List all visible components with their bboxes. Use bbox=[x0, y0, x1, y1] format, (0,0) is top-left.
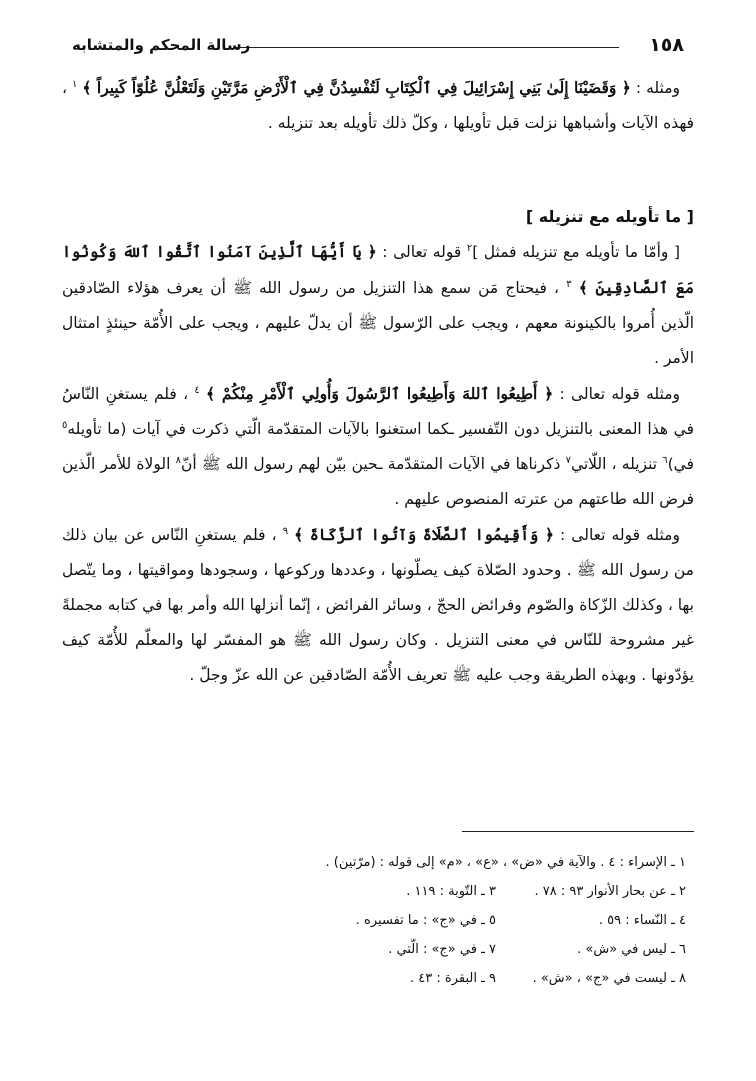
page-header bbox=[72, 34, 684, 64]
footnote-ref-7: ٧ bbox=[565, 454, 571, 466]
footnote-7: ٧ ـ في «ج» : الّتي . bbox=[388, 942, 496, 957]
footnotes bbox=[160, 848, 686, 993]
footnote-9: ٩ ـ البقرة : ٤٣ . bbox=[410, 971, 496, 986]
page-number: ١٥٨ bbox=[649, 34, 684, 56]
p3-text-5: الولاة للأمر الّذين فرض الله طاعتهم من عترته المنصوص عليهم . bbox=[62, 455, 694, 508]
quran-verse-3: ﴿ أَطِيعُوا ٱللهَ وَأَطِيعُوا ٱلرَّسُولَ وَأُولِي ٱلْأَمْرِ مِنْكُمْ ﴾ bbox=[206, 384, 554, 403]
quran-verse-4: ﴿ وَأَقِيمُوا ٱلصَّلَاةَ وَآتُوا ٱلزَّكَاةَ ﴾ bbox=[294, 525, 554, 544]
p4-tail: ، فلم يستغنِ النّاس عن بيان ذلك من رسول الله ﷺ . وحدود الصّلاة كيف يصلّونها ، وعددها وركوعها ، وسجودها ومواقيتها ، وما يتّصل بها ، وكذلك الزّكاة والصّوم وفرائض الحجّ ، وسائر الفرائض ، إنّما أنزلها الله وأمر بها في كتابه مجملةً غير مشروحة للنّاس في معنى التنزيل . وكان رسول الله ﷺ هو المفسّر لها والمعلّم للأُمّة كيف يؤدّونها . وبهذه الطريقة وجب عليه ﷺ تعريف الأُمّة الصّادقين عن الله عزّ وجلّ . bbox=[62, 526, 694, 684]
footnote-separator bbox=[462, 831, 694, 832]
footnote-ref-4: ٤ bbox=[194, 384, 200, 396]
footnote-row bbox=[160, 877, 686, 906]
footnote-5: ٥ ـ في «ج» : ما تفسيره . bbox=[355, 913, 496, 928]
footnote-ref-3: ٣ bbox=[566, 278, 572, 290]
p3-lead: ومثله قوله تعالى : bbox=[559, 385, 680, 403]
footnote-6: ٦ ـ ليس في «ش» . bbox=[577, 942, 686, 957]
paragraph-3 bbox=[62, 376, 694, 517]
p2-mid: قوله تعالى : bbox=[382, 243, 467, 261]
paragraph-1 bbox=[62, 70, 694, 141]
footnote-8: ٨ ـ ليست في «ج» ، «ش» . bbox=[532, 971, 686, 986]
body-text bbox=[62, 70, 694, 693]
footnote-ref-6: ٦ bbox=[662, 454, 668, 466]
footnote-ref-8: ٨ bbox=[175, 454, 181, 466]
p3-text-1: ، فلم يستغنِ النّاسُ في هذا المعنى بالتنزيل دون التّفسير ـكما استغنوا بالآيات المتقدّمة الّتي ذكرت في آيات (ما تأويله bbox=[62, 385, 694, 438]
footnote-ref-9: ٩ bbox=[282, 525, 289, 537]
paragraph-2 bbox=[62, 234, 694, 376]
p3-text-3: تنزيله ، اللّاتي bbox=[570, 455, 663, 473]
p1-tail: ، فهذه الآيات وأشباهها نزلت قبل تأويلها ، وكلّ ذلك تأويله بعد تنزيله . bbox=[62, 79, 694, 132]
paragraph-4 bbox=[62, 517, 694, 693]
quran-verse-1: ﴿ وَقَضَيْنَا إِلَىٰ بَنِي إِسْرَائِيلَ فِي ٱلْكِتَابِ لَتُفْسِدُنَّ فِي ٱلْأَرْضِ مَرَّتَيْنِ وَلَتَعْلُنَّ عُلُوّاً كَبِيراً ﴾ bbox=[82, 78, 631, 97]
p2-tail: ، فيحتاج مَن سمع هذا التنزيل من رسول الله ﷺ أن يعرف هؤلاء الصّادقين الّذين أُمروا بالكينونة معهم ، ويجب على الرّسول ﷺ أن يدلّ عليهم ، ويجب على الأُمّة حينئذٍ امتثال الأمر . bbox=[62, 279, 694, 367]
footnote-row bbox=[160, 906, 686, 935]
footnote-4: ٤ ـ النّساء : ٥٩ . bbox=[598, 913, 686, 928]
running-title: رسالة المحكم والمتشابه bbox=[72, 36, 251, 54]
footnote-1: ١ ـ الإسراء : ٤ . والآية في «ض» ، «ع» ، «م» إلى قوله : (مرّتين) . bbox=[325, 855, 686, 870]
footnote-row bbox=[160, 935, 686, 964]
footnote-row bbox=[160, 848, 686, 877]
header-rule bbox=[234, 47, 619, 48]
footnote-row bbox=[160, 964, 686, 993]
quran-verse-2: ﴿ يَا أَيُّهَا ٱلَّذِينَ آمَنُوا ٱتَّقُوا ٱللهَ وَكُونُوا مَعَ ٱلصَّادِقِينَ ﴾ bbox=[62, 242, 694, 297]
footnote-2: ٢ ـ عن بحار الأنوار ٩٣ : ٧٨ . bbox=[534, 884, 686, 899]
section-heading: [ ما تأويله مع تنزيله ] bbox=[525, 207, 694, 226]
footnote-ref-5: ٥ bbox=[62, 419, 68, 431]
footnote-ref-1: ١ bbox=[72, 78, 78, 90]
p1-lead: ومثله : bbox=[635, 79, 680, 97]
footnote-ref-2: ٢ bbox=[466, 242, 473, 254]
p3-text-4: ذكرناها في الآيات المتقدّمة ـحين بيّن لهم رسول الله ﷺ أنّ bbox=[180, 455, 566, 473]
p3-text-2: في) bbox=[667, 455, 695, 473]
p4-lead: ومثله قوله تعالى : bbox=[560, 526, 680, 544]
p2-lead: [ وأمّا ما تأويله مع تنزيله فمثل ] bbox=[472, 243, 680, 261]
footnote-3: ٣ ـ التّوبة : ١١٩ . bbox=[406, 884, 496, 899]
